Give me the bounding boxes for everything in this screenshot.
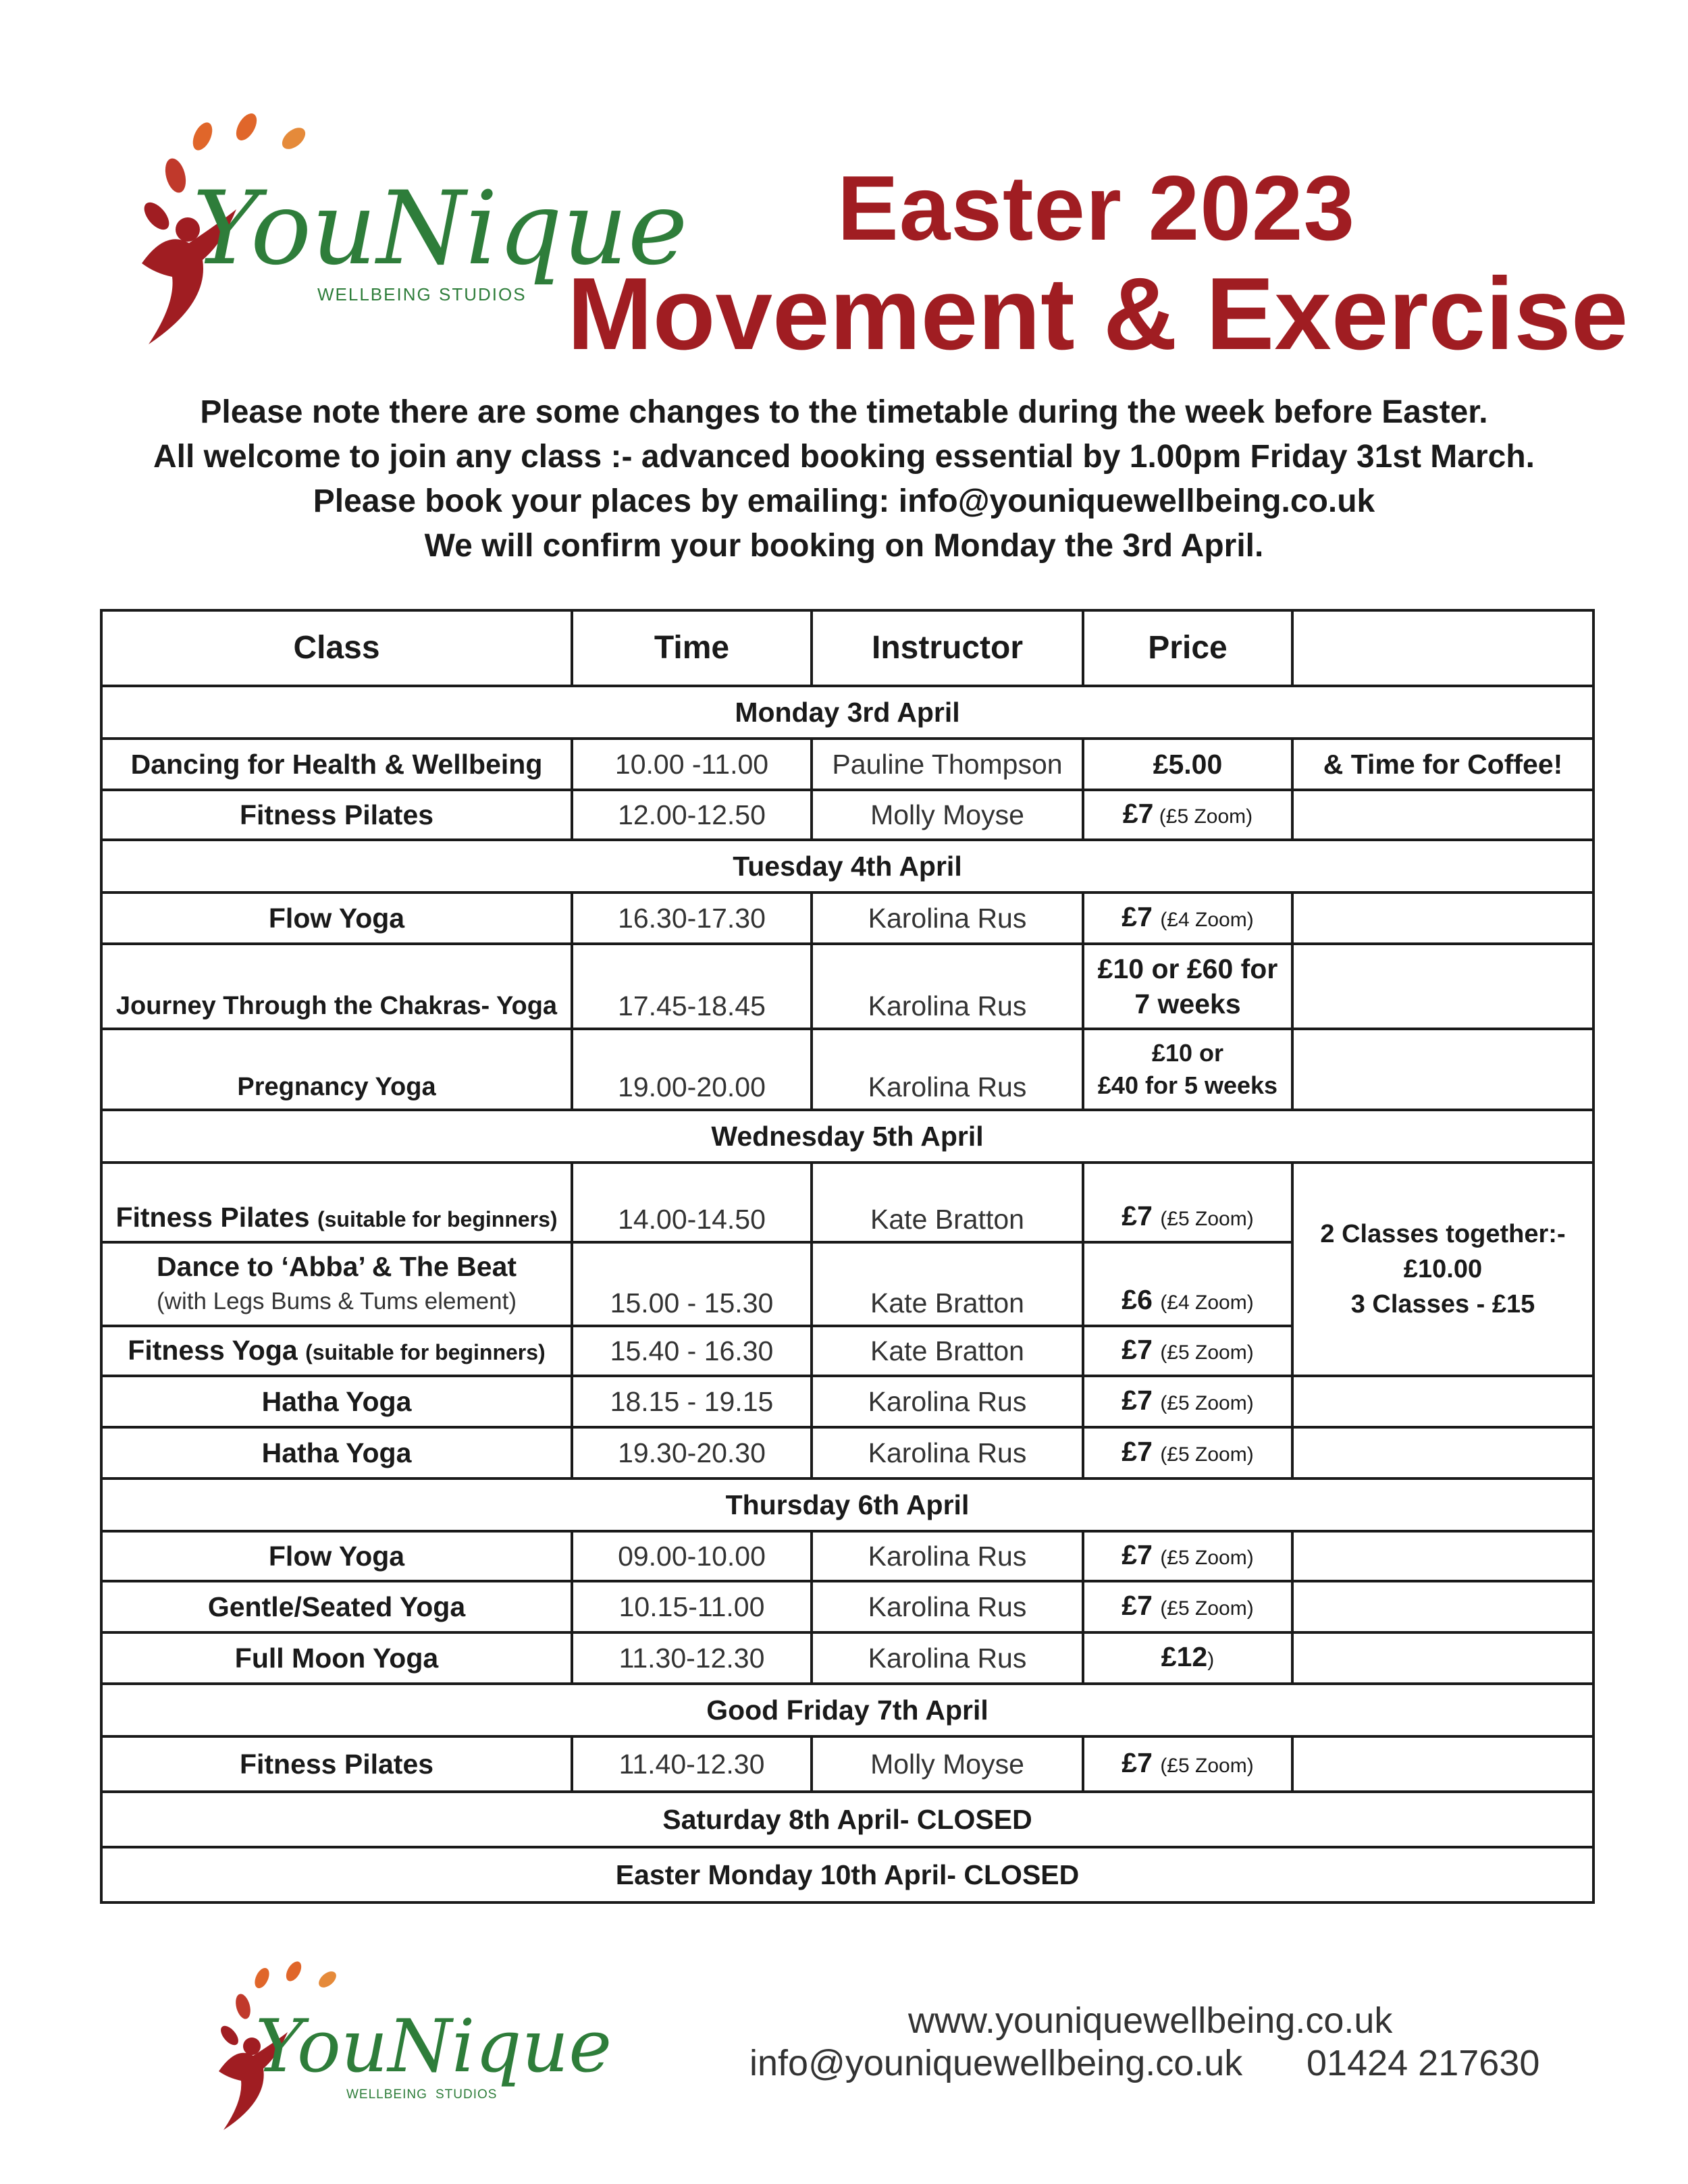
- table-row: Fitness Yoga (suitable for beginners) 15.40 - 16.30 Kate Bratton £7 (£5 Zoom): [101, 1326, 1593, 1376]
- svg-text:WELLBEING: WELLBEING: [317, 284, 432, 304]
- combo-offer: 2 Classes together:- £10.00 3 Classes - £15: [1292, 1163, 1593, 1376]
- header-logo: [101, 108, 688, 358]
- timetable: [100, 609, 1595, 1904]
- table-row: Fitness Pilates 11.40-12.30 Molly Moyse £7 (£5 Zoom): [101, 1736, 1593, 1792]
- table-row: Flow Yoga 16.30-17.30 Karolina Rus £7 (£4 Zoom): [101, 893, 1593, 944]
- table-row: Flow Yoga 09.00-10.00 Karolina Rus £7 (£5 Zoom): [101, 1531, 1593, 1581]
- table-row: Hatha Yoga 18.15 - 19.15 Karolina Rus £7 (£5 Zoom): [101, 1376, 1593, 1427]
- day-row: Thursday 6th April: [101, 1479, 1593, 1531]
- page-subtitle: Movement & Exercise: [567, 257, 1629, 371]
- table-row: Dancing for Health & Wellbeing 10.00 -11.00 Pauline Thompson £5.00 & Time for Coffee!: [101, 739, 1593, 790]
- svg-text:WELLBEING: WELLBEING: [346, 2087, 427, 2102]
- note-line: Please book your places by emailing: info@youniquewellbeing.co.uk: [313, 483, 1375, 519]
- page-title: Easter 2023: [837, 157, 1356, 259]
- day-row: Wednesday 5th April: [101, 1110, 1593, 1163]
- footer-logo: [189, 1958, 612, 2140]
- note-line: We will confirm your booking on Monday the 3rd April.: [424, 528, 1264, 564]
- svg-text:STUDIOS: STUDIOS: [439, 284, 527, 304]
- table-row: Gentle/Seated Yoga 10.15-11.00 Karolina Rus £7 (£5 Zoom): [101, 1581, 1593, 1632]
- note-line: All welcome to join any class :- advanced booking essential by 1.00pm Friday 31st March.: [153, 439, 1535, 475]
- table-header-row: [101, 610, 1593, 686]
- column-header-price: Price: [1083, 610, 1292, 686]
- svg-text:STUDIOS: STUDIOS: [436, 2087, 498, 2102]
- table-row: Hatha Yoga 19.30-20.30 Karolina Rus £7 (£5 Zoom): [101, 1427, 1593, 1479]
- closed-day-row: Easter Monday 10th April- CLOSED: [101, 1847, 1593, 1902]
- column-header-notes: [1292, 610, 1593, 686]
- table-row: Pregnancy Yoga 19.00-20.00 Karolina Rus £10 or £40 for 5 weeks: [101, 1029, 1593, 1110]
- table-row: Full Moon Yoga 11.30-12.30 Karolina Rus £12): [101, 1632, 1593, 1684]
- table-row: Journey Through the Chakras- Yoga 17.45-18.45 Karolina Rus £10 or £60 for 7 weeks: [101, 944, 1593, 1029]
- footer-phone: 01424 217630: [1307, 2043, 1540, 2083]
- table-row: Fitness Pilates (suitable for beginners) 14.00-14.50 Kate Bratton £7 (£5 Zoom) 2 Classes together:- £10.00 3 Classes - £15: [101, 1163, 1593, 1242]
- closed-day-row: Saturday 8th April- CLOSED: [101, 1792, 1593, 1847]
- footer-website[interactable]: www.youniquewellbeing.co.uk: [908, 2000, 1393, 2041]
- column-header-time: Time: [572, 610, 812, 686]
- table-row: Dance to ‘Abba’ & The Beat (with Legs Bums & Tums element) 15.00 - 15.30 Kate Bratton £6 (£4 Zoom): [101, 1242, 1593, 1326]
- svg-text:YouNique: YouNique: [192, 170, 688, 288]
- column-header-class: Class: [101, 610, 572, 686]
- booking-notes: [0, 390, 1688, 568]
- note-line: Please note there are some changes to the timetable during the week before Easter.: [200, 394, 1488, 430]
- footer-email[interactable]: info@youniquewellbeing.co.uk: [749, 2043, 1243, 2083]
- day-row: Good Friday 7th April: [101, 1684, 1593, 1736]
- younique-logo-icon: [101, 108, 688, 358]
- day-row: Tuesday 4th April: [101, 840, 1593, 893]
- younique-logo-icon: [189, 1958, 612, 2140]
- svg-text:YouNique: YouNique: [255, 2004, 612, 2089]
- table-row: Fitness Pilates 12.00-12.50 Molly Moyse £7 (£5 Zoom): [101, 790, 1593, 840]
- column-header-instructor: Instructor: [812, 610, 1083, 686]
- day-row: Monday 3rd April: [101, 686, 1593, 739]
